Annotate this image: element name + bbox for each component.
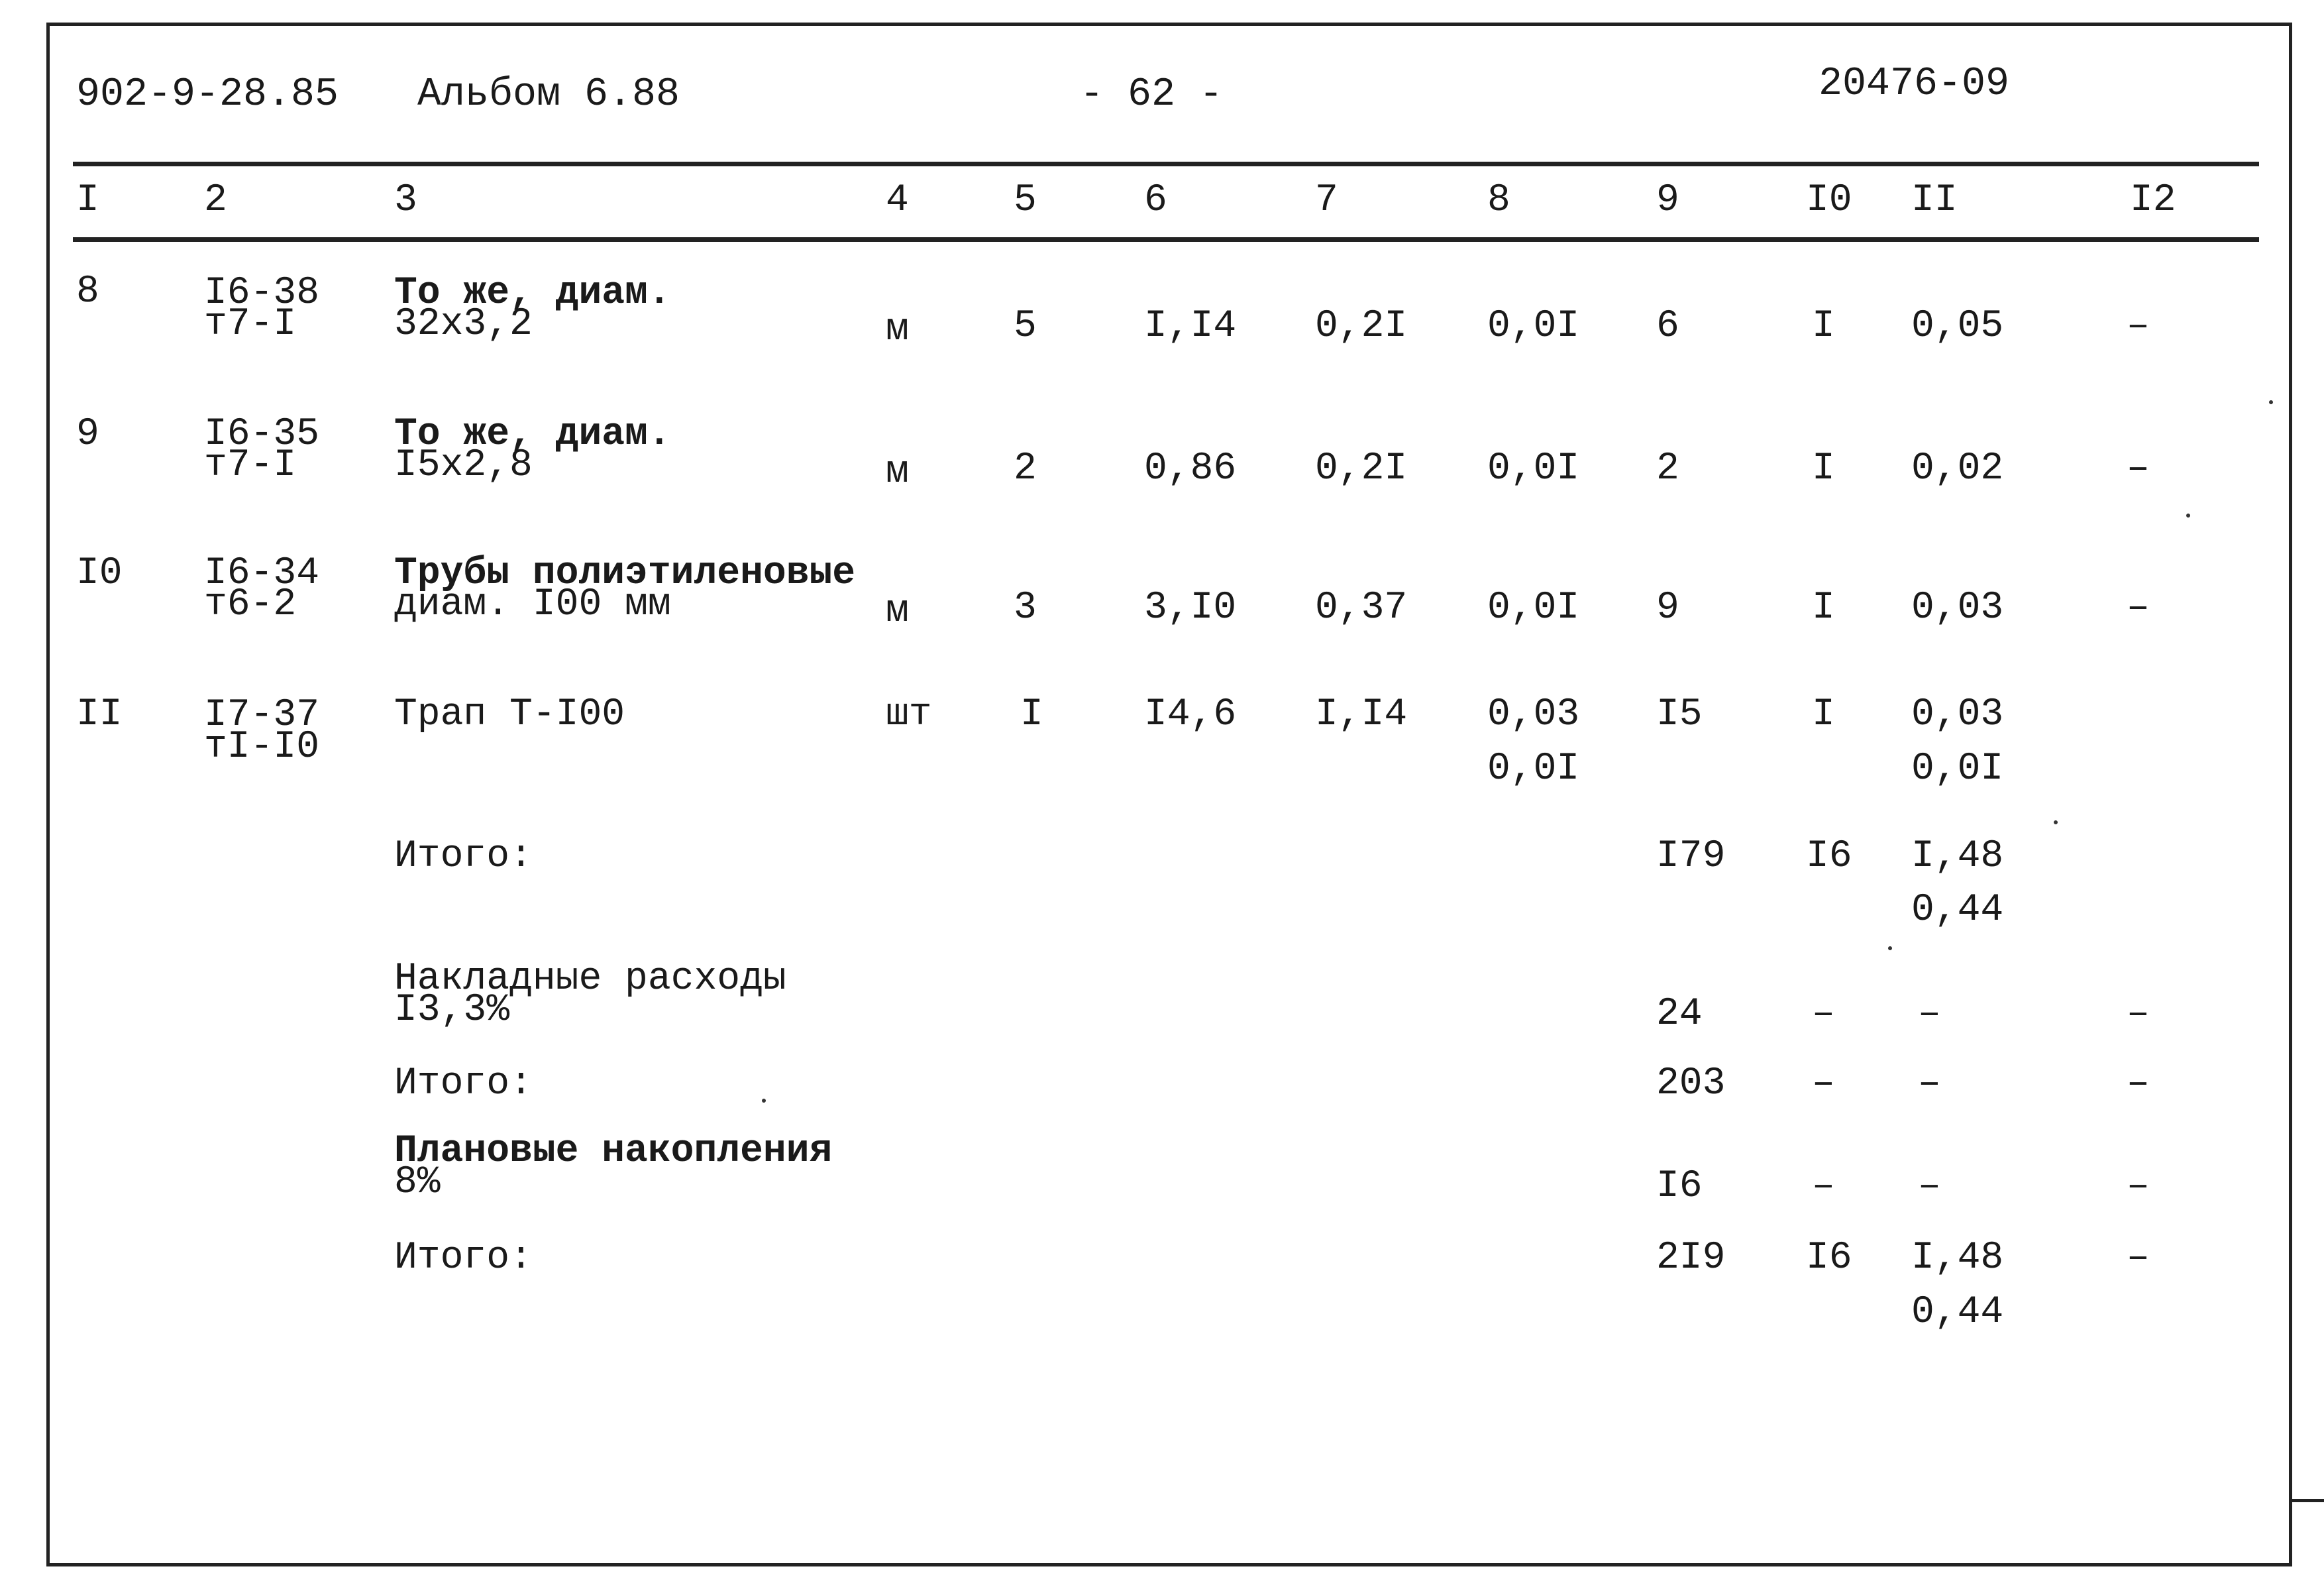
page-number: - 62 - — [1080, 72, 1224, 117]
col11-value: 0,03 — [1911, 693, 2004, 736]
col9-value: 24 — [1656, 993, 1703, 1036]
col11-value: – — [1918, 993, 1941, 1036]
col12-value: – — [2127, 993, 2150, 1036]
col11-value: 0,03 — [1911, 586, 2004, 630]
col9-value: 9 — [1656, 586, 1679, 630]
column-header: 9 — [1656, 179, 1679, 222]
col12-value: – — [2127, 586, 2150, 630]
item-name-sub: 32х3,2 — [394, 303, 533, 346]
scan-speck — [1888, 946, 1892, 950]
total-label: Итого: — [394, 835, 533, 878]
quantity: I — [1020, 693, 1043, 736]
col10-value: I — [1812, 305, 1835, 348]
column-header: II — [1911, 179, 1958, 222]
col9-value: I6 — [1656, 1165, 1703, 1208]
col11-value-sub: 0,44 — [1911, 889, 2004, 932]
col9-value: 2I9 — [1656, 1236, 1726, 1280]
header-rule-bottom — [73, 237, 2259, 242]
col9-value: 203 — [1656, 1062, 1726, 1105]
col7-value: 0,2I — [1315, 305, 1408, 348]
unit: шт — [886, 693, 932, 736]
column-header: I — [76, 179, 99, 222]
unit: м — [886, 590, 909, 633]
unit: м — [886, 308, 909, 351]
rate-code: I6-38 — [204, 272, 320, 315]
col11-value: 0,02 — [1911, 447, 2004, 490]
quantity: 3 — [1014, 586, 1037, 630]
overhead-rate: I3,3% — [394, 989, 510, 1032]
total-label: Итого: — [394, 1236, 533, 1280]
item-name: Трап Т-I00 — [394, 693, 625, 736]
row-number: 9 — [76, 413, 99, 456]
col8-value: 0,0I — [1487, 305, 1580, 348]
header-rule-top — [73, 162, 2259, 166]
edge-tick — [2292, 1499, 2324, 1502]
column-header: 8 — [1487, 179, 1510, 222]
unit-cost: I4,6 — [1144, 693, 1237, 736]
document-number: 20476-09 — [1819, 62, 2010, 107]
col7-value: I,I4 — [1315, 693, 1408, 736]
col8-value: 0,0I — [1487, 586, 1580, 630]
row-number: II — [76, 693, 123, 736]
planned-savings-label: Плановые накопления — [394, 1130, 833, 1173]
item-name-sub: диам. I00 мм — [394, 583, 671, 626]
column-header: I0 — [1806, 179, 1852, 222]
item-name-sub: I5х2,8 — [394, 444, 533, 487]
col10-value: – — [1812, 993, 1835, 1036]
col10-value: I — [1812, 447, 1835, 490]
row-number: 8 — [76, 270, 99, 313]
total-label: Итого: — [394, 1062, 533, 1105]
col7-value: 0,37 — [1315, 586, 1408, 630]
col9-value: I79 — [1656, 835, 1726, 878]
col12-value: – — [2127, 1062, 2150, 1105]
col10-value: I6 — [1806, 835, 1852, 878]
col11-value: I,48 — [1911, 835, 2004, 878]
scan-speck — [2054, 820, 2058, 824]
col11-value: I,48 — [1911, 1236, 2004, 1280]
col10-value: I — [1812, 693, 1835, 736]
col9-value: I5 — [1656, 693, 1703, 736]
col12-value: – — [2127, 1236, 2150, 1280]
col9-value: 2 — [1656, 447, 1679, 490]
col10-value: I6 — [1806, 1236, 1852, 1280]
unit-cost: 3,I0 — [1144, 586, 1237, 630]
column-header: 7 — [1315, 179, 1338, 222]
item-name: То же, диам. — [394, 272, 671, 315]
col11-value: – — [1918, 1165, 1941, 1208]
row-number: I0 — [76, 552, 123, 595]
col12-value: – — [2127, 1165, 2150, 1208]
column-header: 5 — [1014, 179, 1037, 222]
rate-code-sub: т6-2 — [204, 583, 297, 626]
col11-value: 0,05 — [1911, 305, 2004, 348]
scan-speck — [2186, 514, 2190, 518]
col11-value-sub: 0,0I — [1911, 747, 2004, 791]
unit-cost: 0,86 — [1144, 447, 1237, 490]
rate-code: I6-35 — [204, 413, 320, 456]
unit-cost: I,I4 — [1144, 305, 1237, 348]
col12-value: – — [2127, 447, 2150, 490]
col12-value: – — [2127, 305, 2150, 348]
planned-savings-rate: 8% — [394, 1161, 441, 1204]
document-code: 902-9-28.85 — [76, 72, 339, 117]
item-name: То же, диам. — [394, 413, 671, 456]
col8-value: 0,03 — [1487, 693, 1580, 736]
col11-value: – — [1918, 1062, 1941, 1105]
rate-code-sub: т7-I — [204, 303, 297, 346]
item-name: Трубы полиэтиленовые — [394, 552, 856, 595]
unit: м — [886, 451, 909, 494]
rate-code: I6-34 — [204, 552, 320, 595]
rate-code-sub: тI-I0 — [204, 726, 320, 769]
col10-value: I — [1812, 586, 1835, 630]
overhead-label: Накладные расходы — [394, 958, 786, 1001]
column-header: 6 — [1144, 179, 1167, 222]
scan-speck — [2269, 400, 2273, 404]
rate-code-sub: т7-I — [204, 444, 297, 487]
quantity: 5 — [1014, 305, 1037, 348]
column-header: I2 — [2130, 179, 2176, 222]
column-header: 3 — [394, 179, 417, 222]
col8-value: 0,0I — [1487, 447, 1580, 490]
column-header: 4 — [886, 179, 909, 222]
album-label: Альбом 6.88 — [417, 72, 680, 117]
col10-value: – — [1812, 1062, 1835, 1105]
quantity: 2 — [1014, 447, 1037, 490]
col9-value: 6 — [1656, 305, 1679, 348]
col8-value-sub: 0,0I — [1487, 747, 1580, 791]
col10-value: – — [1812, 1165, 1835, 1208]
col11-value-sub: 0,44 — [1911, 1291, 2004, 1334]
scan-speck — [762, 1099, 766, 1103]
col7-value: 0,2I — [1315, 447, 1408, 490]
column-header: 2 — [204, 179, 227, 222]
page-frame — [46, 23, 2292, 1566]
rate-code: I7-37 — [204, 694, 320, 737]
